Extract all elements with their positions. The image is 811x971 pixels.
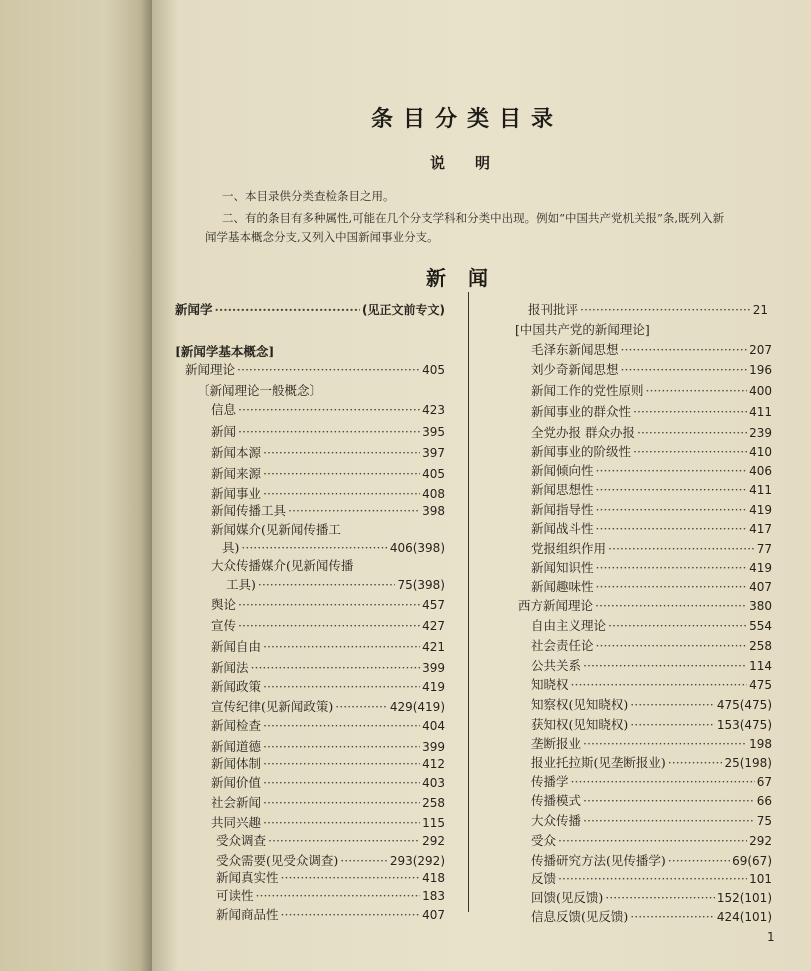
entry-label: 宣传: [211, 618, 237, 633]
entry-label: 回馈(见反馈): [531, 890, 604, 905]
left-column-entry: [216, 905, 445, 923]
entry-page-number: 398: [422, 504, 445, 518]
right-column-entry: [531, 423, 772, 441]
entry-label: 全党办报 群众办报: [531, 425, 635, 440]
leader-dots: [251, 660, 421, 675]
leader-dots: [630, 909, 715, 924]
right-column-entry: [531, 791, 772, 809]
entry-label: 传播学: [531, 774, 569, 789]
right-column-entry: [531, 442, 772, 460]
leader-dots: [621, 362, 748, 377]
leader-dots: [646, 383, 748, 398]
leader-dots: [583, 658, 747, 673]
left-column-entry: [211, 697, 445, 715]
entry-page-number: 405: [422, 467, 445, 481]
explanation-heading: 说明: [430, 154, 521, 172]
entry-page-number: 114: [749, 659, 772, 673]
leader-dots: [558, 871, 747, 886]
leader-dots: [238, 424, 420, 439]
leader-dots: [630, 717, 715, 732]
entry-page-number: 554: [749, 619, 772, 633]
leader-dots: [596, 579, 748, 594]
leader-dots: [596, 521, 748, 536]
leader-dots: [596, 463, 748, 478]
entry-page-number: 183: [422, 889, 445, 903]
leader-dots: [630, 697, 715, 712]
note-line-2: 二、有的条目有多种属性,可能在几个分支学科和分类中出现。例如“中国共产党机关报”条,既列入新: [222, 211, 725, 225]
entry-page-number: 380: [749, 599, 772, 613]
entry-label: 受众调查: [216, 833, 267, 848]
left-column-entry: [211, 484, 445, 502]
entry-label: [新闻学基本概念]: [175, 344, 275, 359]
entry-page-number: (见正文前专文): [362, 303, 445, 317]
right-column-entry: [528, 300, 768, 318]
entry-label: 新闻事业: [211, 486, 262, 501]
leader-dots: [263, 718, 420, 733]
entry-page-number: 417: [749, 522, 772, 536]
leader-dots: [263, 679, 420, 694]
entry-label: 自由主义理论: [531, 618, 607, 633]
entry-page-number: 198: [749, 737, 772, 751]
entry-page-number: 69(67): [732, 854, 772, 868]
entry-label: 宣传纪律(见新闻政策): [211, 699, 334, 714]
right-column-entry: [531, 461, 772, 479]
entry-label: 新闻商品性: [216, 907, 279, 922]
leader-dots: [580, 302, 751, 317]
entry-page-number: 293(292): [389, 854, 445, 868]
entry-page-number: 419: [422, 680, 445, 694]
right-column-entry: [531, 772, 772, 790]
entry-page-number: 457: [422, 598, 445, 612]
right-column-entry: [531, 695, 772, 713]
leader-dots: [608, 618, 747, 633]
left-column-entry: [185, 360, 445, 378]
entry-page-number: 239: [749, 426, 772, 440]
entry-label: 舆论: [211, 597, 237, 612]
entry-page-number: 395: [422, 425, 445, 439]
right-column-entry: [531, 869, 772, 887]
entry-label: 新闻指导性: [531, 502, 594, 517]
left-column-entry: [211, 773, 445, 791]
entry-page-number: 407: [749, 580, 772, 594]
entry-label: 获知权(见知晓权): [531, 717, 629, 732]
entry-page-number: 196: [749, 363, 772, 377]
leader-dots: [263, 775, 420, 790]
right-column-entry: [531, 500, 772, 518]
entry-page-number: 101: [749, 872, 772, 886]
leader-dots: [633, 444, 747, 459]
right-column-entry: [531, 907, 772, 925]
leader-dots: [281, 870, 421, 885]
entry-label: 垄断报业: [531, 736, 582, 751]
entry-label: 党报组织作用: [531, 541, 607, 556]
leader-dots: [571, 774, 755, 789]
right-column-entry: [531, 831, 772, 849]
entry-page-number: 406(398): [389, 541, 445, 555]
left-column-entry: [211, 595, 445, 613]
entry-label: 新闻战斗性: [531, 521, 594, 536]
leader-dots: [596, 560, 748, 575]
entry-label: 信息反馈(见反馈): [531, 909, 629, 924]
entry-label: [中国共产党的新闻理论]: [515, 322, 650, 337]
entry-label: 刘少奇新闻思想: [531, 362, 619, 377]
entry-page-number: 419: [749, 503, 772, 517]
leader-dots: [288, 503, 420, 518]
right-column-entry: [531, 753, 772, 771]
right-column-entry: [531, 577, 772, 595]
entry-label: 新闻传播工具: [211, 503, 287, 518]
entry-label: 新闻事业的阶级性: [531, 444, 632, 459]
right-column-entry: [531, 539, 772, 557]
right-column-entry: [531, 616, 772, 634]
right-column-entry: [518, 596, 772, 614]
entry-page-number: 411: [749, 483, 772, 497]
entry-label: 新闻理论: [185, 362, 236, 377]
entry-page-number: 397: [422, 446, 445, 460]
entry-page-number: 66: [756, 794, 772, 808]
entry-page-number: 75: [756, 814, 772, 828]
entry-page-number: 475: [749, 678, 772, 692]
entry-page-number: 427: [422, 619, 445, 633]
leader-dots: [215, 302, 361, 317]
entry-label: 新闻事业的群众性: [531, 404, 632, 419]
entry-label: 反馈: [531, 871, 557, 886]
leader-dots: [263, 445, 420, 460]
section-title: 新闻: [426, 266, 510, 290]
entry-page-number: 292: [422, 834, 445, 848]
entry-page-number: 21: [752, 303, 768, 317]
entry-label: 西方新闻理论: [518, 598, 594, 613]
entry-label: 新闻道德: [211, 739, 262, 754]
left-column-entry: [222, 538, 445, 556]
entry-label: 工具): [226, 577, 256, 592]
leader-dots: [268, 833, 420, 848]
entry-label: 新闻检查: [211, 718, 262, 733]
entry-label: 知晓权: [531, 677, 569, 692]
leader-dots: [558, 833, 747, 848]
leader-dots: [263, 739, 420, 754]
leader-dots: [263, 815, 420, 830]
left-column-entry: [211, 501, 445, 519]
page-number: 1: [767, 930, 775, 944]
entry-label: 新闻价值: [211, 775, 262, 790]
entry-label: 信息: [211, 402, 237, 417]
left-column-entry: [211, 520, 341, 538]
leader-dots: [596, 482, 748, 497]
entry-label: 共同兴趣: [211, 815, 262, 830]
leader-dots: [335, 699, 388, 714]
leader-dots: [281, 907, 421, 922]
entry-page-number: 25(198): [724, 756, 772, 770]
leader-dots: [595, 598, 747, 613]
entry-page-number: 407: [422, 908, 445, 922]
entry-label: 大众传播媒介(见新闻传播: [211, 558, 354, 573]
entry-label: 可读性: [216, 888, 254, 903]
entry-page-number: 399: [422, 740, 445, 754]
entry-page-number: 412: [422, 757, 445, 771]
entry-page-number: 152(101): [716, 891, 772, 905]
entry-label: 新闻政策: [211, 679, 262, 694]
entry-label: 新闻趣味性: [531, 579, 594, 594]
right-column-entry: [531, 558, 772, 576]
right-column-entry: [531, 811, 772, 829]
left-column-entry: [211, 556, 353, 574]
left-column-entry: [211, 400, 445, 418]
right-column-entry: [531, 340, 772, 358]
entry-label: 新闻工作的党性原则: [531, 383, 644, 398]
entry-page-number: 411: [749, 405, 772, 419]
left-column-entry: [211, 793, 445, 811]
leader-dots: [258, 577, 396, 592]
leader-dots: [237, 362, 420, 377]
note-line-3: 闻学基本概念分支,又列入中国新闻事业分支。: [205, 230, 439, 244]
entry-label: 新闻: [211, 424, 237, 439]
entry-label: 新闻媒介(见新闻传播工: [211, 522, 341, 537]
leader-dots: [571, 677, 748, 692]
entry-label: 新闻学: [175, 302, 213, 317]
left-column-entry: [175, 342, 274, 360]
left-column-entry: [211, 737, 445, 755]
leader-dots: [238, 402, 420, 417]
leader-dots: [605, 890, 715, 905]
left-column-entry: [211, 658, 445, 676]
entry-label: 毛泽东新闻思想: [531, 342, 619, 357]
leader-dots: [263, 795, 420, 810]
entry-label: 知察权(见知晓权): [531, 697, 629, 712]
entry-label: 受众需要(见受众调查): [216, 853, 339, 868]
leader-dots: [668, 755, 723, 770]
leader-dots: [621, 342, 748, 357]
leader-dots: [241, 540, 387, 555]
leader-dots: [583, 813, 755, 828]
left-column-entry: [211, 754, 445, 772]
entry-page-number: 258: [749, 639, 772, 653]
right-column-entry: [531, 656, 772, 674]
entry-label: 报业托拉斯(见垄断报业): [531, 755, 666, 770]
entry-label: 受众: [531, 833, 557, 848]
entry-label: 社会新闻: [211, 795, 262, 810]
entry-label: 〔新闻理论一般概念〕: [197, 383, 323, 398]
entry-page-number: 77: [756, 542, 772, 556]
leader-dots: [633, 404, 747, 419]
entry-label: 新闻思想性: [531, 482, 594, 497]
entry-label: 传播研究方法(见传播学): [531, 853, 666, 868]
left-column-entry: [216, 886, 445, 904]
entry-label: 新闻倾向性: [531, 463, 594, 478]
left-column-entry: [211, 443, 445, 461]
right-column-entry: [531, 636, 772, 654]
right-column-entry: [515, 320, 650, 338]
entry-page-number: 423: [422, 403, 445, 417]
entry-label: 新闻体制: [211, 756, 262, 771]
previous-page-edge: [0, 0, 152, 971]
entry-page-number: 115: [422, 816, 445, 830]
left-column-entry: [211, 616, 445, 634]
leader-dots: [263, 486, 420, 501]
right-column-entry: [531, 851, 772, 869]
leader-dots: [608, 541, 755, 556]
entry-label: 新闻真实性: [216, 870, 279, 885]
entry-page-number: 292: [749, 834, 772, 848]
entry-label: 新闻法: [211, 660, 249, 675]
right-column-entry: [531, 360, 772, 378]
right-column-entry: [531, 402, 772, 420]
leader-dots: [583, 793, 755, 808]
left-column-entry: [211, 464, 445, 482]
entry-label: 社会责任论: [531, 638, 594, 653]
entry-page-number: 405: [422, 363, 445, 377]
entry-label: 新闻知识性: [531, 560, 594, 575]
right-column-entry: [531, 734, 772, 752]
left-column-entry: [211, 716, 445, 734]
leader-dots: [263, 756, 420, 771]
entry-page-number: 399: [422, 661, 445, 675]
entry-page-number: 424(101): [716, 910, 772, 924]
left-column-entry: [216, 868, 445, 886]
entry-page-number: 421: [422, 640, 445, 654]
entry-label: 传播模式: [531, 793, 582, 808]
entry-page-number: 400: [749, 384, 772, 398]
left-column-entry: [211, 813, 445, 831]
right-column-entry: [531, 381, 772, 399]
entry-page-number: 410: [749, 445, 772, 459]
right-column-entry: [531, 888, 772, 906]
entry-label: 新闻来源: [211, 466, 262, 481]
right-column-entry: [531, 715, 772, 733]
right-column-entry: [531, 519, 772, 537]
entry-page-number: 429(419): [389, 700, 445, 714]
entry-page-number: 418: [422, 871, 445, 885]
leader-dots: [238, 597, 420, 612]
left-column-entry: [211, 422, 445, 440]
right-column-entry: [531, 480, 772, 498]
leader-dots: [263, 639, 420, 654]
left-column-entry: [211, 637, 445, 655]
leader-dots: [596, 502, 748, 517]
note-line-1: 一、本目录供分类查检条目之用。: [222, 189, 395, 203]
entry-page-number: 406: [749, 464, 772, 478]
entry-label: 公共关系: [531, 658, 582, 673]
leader-dots: [256, 888, 421, 903]
entry-label: 报刊批评: [528, 302, 579, 317]
entry-label: 新闻自由: [211, 639, 262, 654]
leader-dots: [583, 736, 747, 751]
entry-page-number: 258: [422, 796, 445, 810]
right-column-entry: [531, 675, 772, 693]
page-title: 条目分类目录: [371, 106, 564, 132]
entry-page-number: 404: [422, 719, 445, 733]
column-divider: [468, 292, 469, 912]
entry-page-number: 408: [422, 487, 445, 501]
left-column-entry: [175, 300, 445, 318]
entry-page-number: 207: [749, 343, 772, 357]
entry-page-number: 403: [422, 776, 445, 790]
entry-page-number: 419: [749, 561, 772, 575]
leader-dots: [596, 638, 748, 653]
entry-page-number: 475(475): [716, 698, 772, 712]
entry-page-number: 67: [756, 775, 772, 789]
left-column-entry: [216, 851, 445, 869]
entry-label: 新闻本源: [211, 445, 262, 460]
left-column-entry: [216, 831, 445, 849]
entry-page-number: 153(475): [716, 718, 772, 732]
left-column-entry: [197, 381, 322, 399]
leader-dots: [263, 466, 420, 481]
entry-label: 具): [222, 540, 240, 555]
entry-page-number: 75(398): [397, 578, 445, 592]
leader-dots: [340, 853, 388, 868]
leader-dots: [668, 853, 730, 868]
left-column-entry: [211, 677, 445, 695]
entry-label: 大众传播: [531, 813, 582, 828]
leader-dots: [238, 618, 420, 633]
left-column-entry: [226, 575, 445, 593]
leader-dots: [637, 425, 747, 440]
